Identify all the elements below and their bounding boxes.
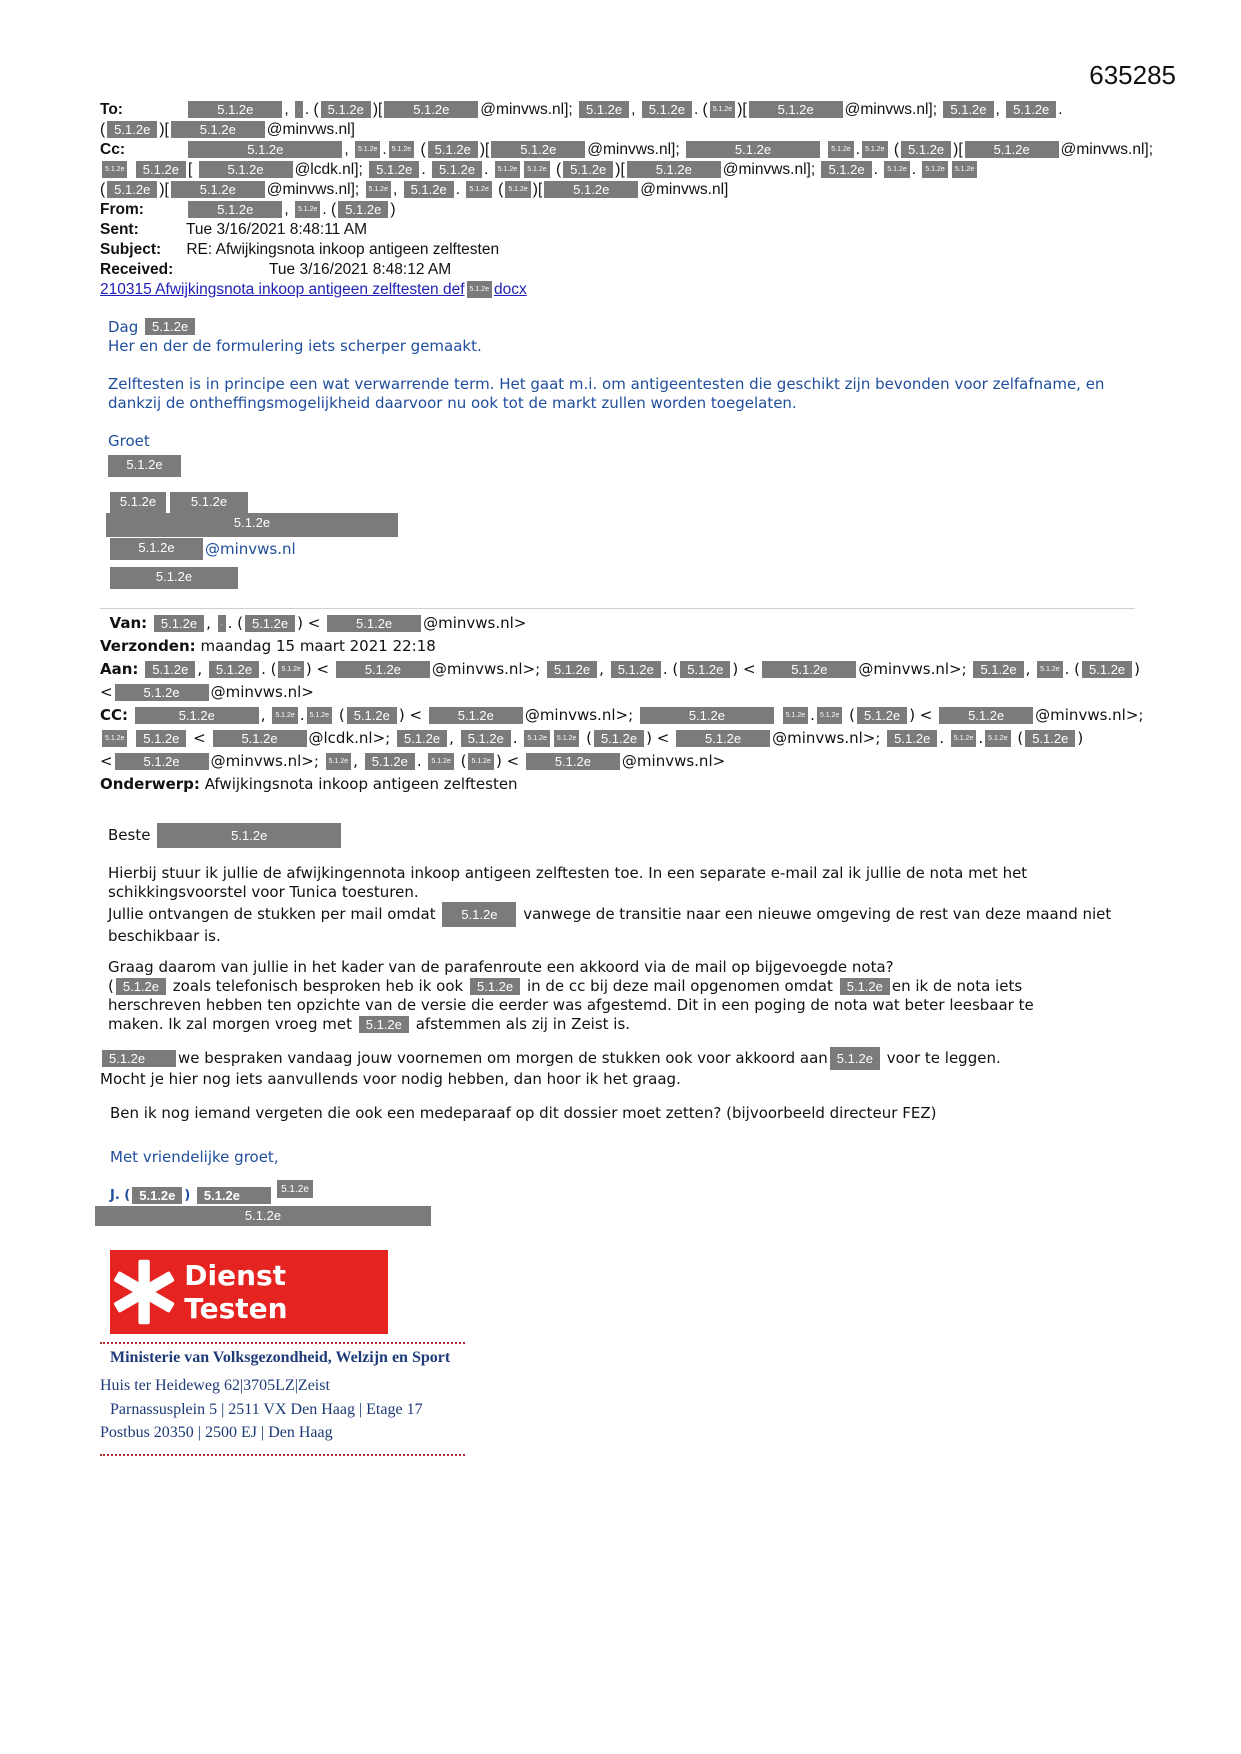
redaction: 5.1.2e (680, 661, 730, 678)
redaction: 5.1.2e (830, 1047, 880, 1070)
attachment-link[interactable] (100, 280, 1140, 300)
redaction: 5.1.2e (828, 141, 853, 158)
sent-label: Sent: (100, 221, 139, 238)
redaction: 5.1.2e (710, 101, 735, 118)
redaction: 5.1.2e (209, 661, 259, 678)
reply-paragraph: Zelftesten is in principe een wat verwarrende term. Het gaat m.i. om antigeentesten die geschikt zijn bevonden voor zelfafname, en dankzij de ontheffingsmogelijkheid daarvoor nu ook tot de markt zullen worden toegelaten. (108, 375, 1105, 412)
email-domain: @lcdk.nl>; (308, 729, 391, 747)
email-domain: @minvws.nl]; (1060, 141, 1154, 158)
redaction: 5.1.2e (108, 455, 181, 477)
redaction: 5.1.2e (505, 181, 530, 198)
redaction: 5.1.2e (359, 1016, 409, 1033)
redaction: 5.1.2e (188, 101, 282, 118)
redaction: 5.1.2e (640, 707, 774, 724)
onderwerp-line (100, 773, 1140, 796)
redaction: 5.1.2e (1082, 661, 1132, 678)
email-domain: @minvws.nl]; (480, 101, 573, 118)
redaction: 5.1.2e (110, 538, 203, 560)
redaction: 5.1.2e (278, 661, 303, 678)
onderwerp-label: Onderwerp: (100, 775, 200, 793)
redaction: 5.1.2e (642, 101, 692, 118)
redaction: 5.1.2e (397, 730, 447, 747)
redaction: 5.1.2e (526, 753, 620, 770)
redaction: 5.1.2e (943, 101, 993, 118)
body-paragraph-3: 5.1.2e we bespraken vandaag jouw voornemen om morgen de stukken ook voor akkoord aan 5.1.2e voor te leggen. Mocht je hier nog iets aanvullends voor nodig hebben, dan hoor ik het graag. (100, 1049, 1001, 1088)
email-domain: @minvws.nl] (640, 181, 729, 198)
original-header (100, 612, 1144, 796)
body-paragraph: Hierbij stuur ik jullie de afwijkingennota inkoop antigeen zelftesten toe. In een separate e-mail zal ik jullie de nota met het schikkingsvoorstel voor Tunica toesturen. (108, 864, 1028, 901)
email-domain: @minvws.nl>; (210, 752, 319, 770)
from-line: From: 5.1.2e , 5.1.2e . ( 5.1.2e ) (100, 201, 396, 218)
redaction: 5.1.2e (442, 902, 516, 927)
redaction: 5.1.2e (429, 707, 523, 724)
redaction: . (218, 615, 226, 632)
cc-line-2: 5.1.2e 5.1.2e < 5.1.2e @lcdk.nl>; 5.1.2e , 5.1.2e . 5.1.2e 5.1.2e ( 5.1.2e ) < 5.1.2e @minvws.nl>; 5.1.2e . 5.1.2e . 5.1.2e ( 5.1.2e ) (100, 727, 1140, 750)
reply-line: Her en der de formulering iets scherper gemaakt. (108, 337, 482, 355)
dienst-testen-logo (110, 1250, 388, 1334)
redaction: 5.1.2e (171, 121, 265, 138)
redaction: 5.1.2e (594, 730, 644, 747)
email-domain: @minvws.nl]; (722, 161, 816, 178)
redaction: 5.1.2e (611, 661, 661, 678)
redaction: 5.1.2e (170, 492, 248, 514)
email-domain: @minvws.nl> (423, 614, 527, 632)
redaction: 5.1.2e (524, 730, 549, 747)
van-line: Van: 5.1.2e , . . ( 5.1.2e ) < 5.1.2e @minvws.nl> (100, 612, 1140, 635)
redaction: 5.1.2e (857, 707, 907, 724)
redaction: 5.1.2e (102, 1050, 176, 1067)
redaction: 5.1.2e (110, 567, 238, 589)
redaction: 5.1.2e (466, 181, 491, 198)
redaction: 5.1.2e (467, 281, 492, 298)
redaction: 5.1.2e (563, 161, 613, 178)
van-label: Van: (109, 614, 148, 632)
redaction: 5.1.2e (428, 753, 453, 770)
received-label: Received: (100, 261, 174, 278)
redaction: 5.1.2e (389, 141, 414, 158)
from-label: From: (100, 201, 144, 218)
redaction: 5.1.2e (495, 161, 520, 178)
redaction: 5.1.2e (544, 181, 638, 198)
redaction: 5.1.2e (277, 1180, 313, 1198)
body-paragraph-4: Ben ik nog iemand vergeten die ook een medeparaaf op dit dossier moet zetten? (bijvoorbeeld directeur FEZ) (110, 1104, 937, 1122)
email-domain: @minvws.nl> (621, 752, 726, 770)
aan-line: Aan: 5.1.2e , 5.1.2e . ( 5.1.2e ) < 5.1.2e @minvws.nl>; 5.1.2e , 5.1.2e . ( 5.1.2e ) < 5.1.2e @minvws.nl>; 5.1.2e , 5.1.2e . ( 5.1.2e ) (100, 658, 1140, 681)
redaction: 5.1.2e (491, 141, 585, 158)
redaction: 5.1.2e (338, 201, 388, 218)
aan-label: Aan: (100, 660, 139, 678)
attachment-ext[interactable]: docx (493, 281, 527, 298)
redaction: 5.1.2e (115, 753, 209, 770)
email-domain: @minvws.nl]; (266, 181, 360, 198)
email-domain: @minvws.nl]; (844, 101, 938, 118)
redaction: 5.1.2e (107, 181, 157, 198)
redaction: 5.1.2e (188, 201, 282, 218)
sent-value: Tue 3/16/2021 8:48:11 AM (186, 221, 367, 238)
redaction: 5.1.2e (347, 707, 397, 724)
address-zeist: Huis ter Heideweg 62|3705LZ|Zeist (100, 1377, 330, 1394)
reply-greeting: Dag 5.1.2e (108, 318, 1138, 337)
subject-value: RE: Afwijkingsnota inkoop antigeen zelftesten (186, 241, 500, 258)
ministry-name: Ministerie van Volksgezondheid, Welzijn en Sport (110, 1349, 451, 1366)
redaction: 5.1.2e (547, 661, 597, 678)
logo-text: Dienst Testen (184, 1259, 288, 1325)
redaction: 5.1.2e (116, 978, 166, 995)
email-domain: @minvws.nl>; (431, 660, 541, 678)
reply-body (108, 318, 1138, 451)
redaction: 5.1.2e (939, 707, 1033, 724)
email-domain: @minvws.nl>; (1035, 706, 1144, 724)
redaction: 5.1.2e (132, 1187, 182, 1204)
redaction: 5.1.2e (366, 181, 391, 198)
redaction: 5.1.2e (307, 707, 332, 724)
sent-line (100, 220, 1140, 240)
aan-line-2: < 5.1.2e @minvws.nl> (100, 683, 314, 701)
divider-dotted (100, 1454, 465, 1456)
body-paragraph: maken. Ik zal morgen vroeg met 5.1.2e afstemmen als zij in Zeist is. (108, 1015, 631, 1033)
redaction: 5.1.2e (136, 161, 186, 178)
redaction: 5.1.2e (973, 661, 1023, 678)
redaction: 5.1.2e (840, 978, 890, 995)
redaction: 5.1.2e (627, 161, 721, 178)
redaction: 5.1.2e (326, 753, 351, 770)
redaction: 5.1.2e (470, 978, 520, 995)
sender-initial: J. ( 5.1.2e ) 5.1.2e (110, 1187, 273, 1204)
verzonden-value: maandag 15 maart 2021 22:18 (200, 637, 436, 655)
signature-email: @minvws.nl (205, 540, 296, 558)
redaction: 5.1.2e (321, 101, 371, 118)
redaction: 5.1.2e (461, 730, 511, 747)
redaction: 5.1.2e (1006, 101, 1056, 118)
redaction: 5.1.2e (951, 730, 976, 747)
redaction: 5.1.2e (817, 707, 842, 724)
email-domain: @minvws.nl>; (524, 706, 634, 724)
redaction: 5.1.2e (295, 201, 320, 218)
redaction: 5.1.2e (106, 513, 398, 537)
email-header (100, 100, 1154, 300)
email-domain: @minvws.nl] (266, 121, 355, 138)
redaction: 5.1.2e (110, 492, 166, 514)
redaction: . (295, 101, 303, 118)
redaction: 5.1.2e (952, 161, 977, 178)
cc-label: Cc: (100, 141, 125, 158)
email-domain: @lcdk.nl]; (294, 161, 363, 178)
redaction: 5.1.2e (862, 141, 887, 158)
redaction: 5.1.2e (821, 161, 871, 178)
redaction: 5.1.2e (213, 730, 307, 747)
body-paragraph: Graag daarom van jullie in het kader van de parafenroute een akkoord via de mail op bijgevoegde nota? (108, 958, 894, 976)
redaction: 5.1.2e (524, 161, 549, 178)
asterisk-icon (110, 1256, 178, 1328)
redaction: 5.1.2e (135, 707, 259, 724)
redaction: 5.1.2e (922, 161, 947, 178)
redaction: 5.1.2e (145, 318, 195, 335)
redaction: 5.1.2e (245, 615, 295, 632)
cc-line-3: < 5.1.2e @minvws.nl>; 5.1.2e , 5.1.2e . 5.1.2e ( 5.1.2e ) < 5.1.2e @minvws.nl> (100, 752, 726, 770)
body-paragraph: herschreven hebben ten opzichte van de versie die eerder was afgestemd. Dit in een poging de nota wat beter leesbaar te (108, 996, 1034, 1014)
divider (100, 608, 1135, 609)
redaction: 5.1.2e (115, 684, 209, 701)
redaction: 5.1.2e (884, 161, 909, 178)
divider-dotted (100, 1342, 465, 1344)
cc-line-2: 5.1.2e 5.1.2e [ 5.1.2e @lcdk.nl]; 5.1.2e . 5.1.2e . 5.1.2e 5.1.2e ( 5.1.2e )[ 5.1.2e @minvws.nl]; 5.1.2e . 5.1.2e . 5.1.2e 5.1.2e (100, 160, 1140, 180)
redaction: 5.1.2e (365, 753, 415, 770)
redaction: 5.1.2e (1025, 730, 1075, 747)
verzonden-label: Verzonden: (100, 637, 196, 655)
redaction: 5.1.2e (468, 753, 493, 770)
email-domain: @minvws.nl>; (772, 729, 881, 747)
redaction: 5.1.2e (783, 707, 808, 724)
document-id: 635285 (1089, 60, 1176, 90)
cc-line: Cc: 5.1.2e , 5.1.2e . 5.1.2e ( 5.1.2e )[ 5.1.2e @minvws.nl]; 5.1.2e 5.1.2e . 5.1.2e ( 5.1.2e )[ 5.1.2e @minvws.nl]; (100, 141, 1154, 158)
subject-label: Subject: (100, 241, 162, 258)
cc-line-3: ( 5.1.2e )[ 5.1.2e @minvws.nl]; 5.1.2e , 5.1.2e . 5.1.2e ( 5.1.2e )[ 5.1.2e @minvws.nl] (100, 181, 729, 198)
redaction: 5.1.2e (676, 730, 770, 747)
redaction: 5.1.2e (199, 161, 293, 178)
redaction: 5.1.2e (336, 661, 430, 678)
cc-label: CC: (100, 706, 129, 724)
redaction: 5.1.2e (404, 181, 454, 198)
to-line: To: 5.1.2e , . . ( 5.1.2e )[ 5.1.2e @minvws.nl]; 5.1.2e , 5.1.2e . ( 5.1.2e )[ 5.1.2e @minvws.nl]; 5.1.2e , 5.1.2e . (100, 101, 1063, 118)
redaction: 5.1.2e (887, 730, 937, 747)
received-line (100, 260, 1140, 280)
to-line-2: ( 5.1.2e )[ 5.1.2e @minvws.nl] (100, 121, 355, 138)
email-domain: @minvws.nl>; (858, 660, 967, 678)
onderwerp-value: Afwijkingsnota inkoop antigeen zelftesten (204, 775, 518, 793)
redaction: 5.1.2e (1037, 661, 1062, 678)
body-paragraph: Jullie ontvangen de stukken per mail omdat 5.1.2e vanwege de transitie naar een nieuwe omgeving de rest van deze maand niet beschikbaar is. (108, 902, 1138, 946)
reply-closing: Groet (108, 432, 150, 450)
redaction: 5.1.2e (579, 101, 629, 118)
redaction: 5.1.2e (384, 101, 478, 118)
redaction: 5.1.2e (188, 141, 342, 158)
redaction: 5.1.2e (145, 661, 195, 678)
redaction: 5.1.2e (762, 661, 856, 678)
redaction: 5.1.2e (107, 121, 157, 138)
attachment-name[interactable]: 210315 Afwijkingsnota inkoop antigeen zelftesten def (100, 281, 465, 298)
body-greeting: Beste 5.1.2e (108, 823, 1138, 848)
subject-line (100, 240, 1140, 260)
redaction: 5.1.2e (749, 101, 843, 118)
body-paragraph: ( 5.1.2e zoals telefonisch besproken heb ik ook 5.1.2e in de cc bij deze mail opgenomen omdat 5.1.2e en ik de nota iets (108, 977, 1023, 995)
email-domain: @minvws.nl]; (587, 141, 680, 158)
redaction: 5.1.2e (369, 161, 419, 178)
verzonden-line (100, 635, 1140, 658)
address-postbus: Postbus 20350 | 2500 EJ | Den Haag (100, 1424, 333, 1441)
redaction: 5.1.2e (102, 161, 127, 178)
redaction: 5.1.2e (197, 1187, 271, 1204)
redaction: 5.1.2e (272, 707, 297, 724)
redaction: 5.1.2e (136, 730, 186, 747)
redaction: 5.1.2e (355, 141, 380, 158)
redaction: 5.1.2e (157, 823, 341, 848)
redaction: 5.1.2e (901, 141, 951, 158)
redaction: 5.1.2e (327, 615, 421, 632)
to-label: To: (100, 101, 123, 118)
redaction: 5.1.2e (154, 615, 204, 632)
original-body (108, 823, 1138, 1034)
address-den-haag: Parnassusplein 5 | 2511 VX Den Haag | Etage 17 (110, 1401, 423, 1418)
redaction: 5.1.2e (95, 1206, 431, 1226)
redaction: 5.1.2e (432, 161, 482, 178)
redaction: 5.1.2e (985, 730, 1010, 747)
redaction: 5.1.2e (965, 141, 1059, 158)
body-closing: Met vriendelijke groet, (110, 1148, 279, 1166)
redaction: 5.1.2e (102, 730, 127, 747)
redaction: 5.1.2e (554, 730, 579, 747)
redaction: 5.1.2e (686, 141, 820, 158)
cc-line: CC: 5.1.2e , 5.1.2e . 5.1.2e ( 5.1.2e ) < 5.1.2e @minvws.nl>; 5.1.2e 5.1.2e . 5.1.2e ( 5.1.2e ) < 5.1.2e @minvws.nl>; (100, 704, 1140, 727)
received-value: Tue 3/16/2021 8:48:12 AM (269, 261, 452, 278)
redaction: 5.1.2e (171, 181, 265, 198)
redaction: 5.1.2e (428, 141, 478, 158)
email-domain: @minvws.nl> (210, 683, 314, 701)
